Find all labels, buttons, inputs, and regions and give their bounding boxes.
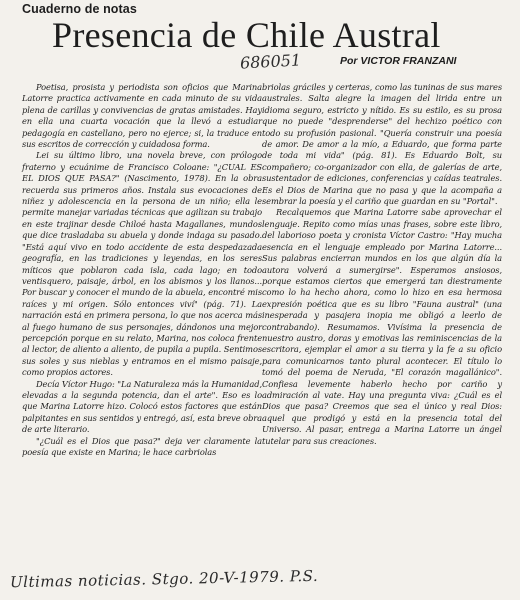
byline: Por VICTOR FRANZANI	[340, 55, 457, 67]
handwritten-footer-note: Ultimas noticias. Stgo. 20-V-1979. P.S.	[9, 566, 319, 592]
paragraph: briolas gráciles y certeras, como las tuninas de sus mares australes. Salta alegre la imagen del lirida entre un idioma seguro, estricto y nítido. Es su estilo, es su prosa que no puede "desprenderse" del hechizo poético con todo su profusión pasional. "Quería construir una poesía de amor. De amor a la mío, a Eduardo, que forma parte de toda mi vida" (pág. 81). Es Eduardo Bolt, su compañero; co-organizador con ella, de galerías de arte, sustentador de ediciones, conferencias y caídas teatrales. Es el Dios de Marina que no pasa y que la acompaña a sembrar la poesía y el cariño que guardan en su "Portal".	[262, 82, 502, 207]
left-column	[22, 82, 262, 458]
article-title: Presencia de Chile Austral	[52, 15, 441, 55]
paragraph: "¿Cuál es el Dios que pasa?" deja ver claramente la poesía que existe en Marina; le hace carbriolas	[22, 435, 262, 457]
paragraph: Lei su último libro, una novela breve, con prólogo fraterno y ecuánime de Francisco Coloane: "¿CUAL ES EL DIOS QUE PASA?" (Nascimento, 1978). En la obra recuerda sus primeros años. Instala sus evocaciones de niñez y adolescencia en la persona de un niño; ella le permite manejar variadas técnicas que agilizan su trabajo en este trajinar desde Chiloé hasta Magallanes, mundos que dice trasladaba su abuela y donde indaga su pasado. "Está aquí vivo en todo accidente de esta despedazada geografía, en las tradiciones y leyendas, en los seres míticos que poblaron cada isla, cada lago; en todo ventisquero, paisaje, árbol, en los abismos y los llanos... Por buscar y conocer el mundo de la abuela, encontré mis raíces y mi origen. Sólo entonces viví" (pág. 71). La narración está en primera persona, lo que nos acerca más al fuego humano de sus personajes, dándonos una mejor percepción porque en su relato, Marina, nos coloca frente al lector, de aliento a aliento, de pupila a pupila. Sentimos sus soles y sus nieblas y entramos en el mismo paisaje, como propios actores.	[22, 150, 262, 378]
paragraph: Decía Víctor Hugo: "La Naturaleza más la Humanidad, elevadas a la segunda potencia, dan el arte". Eso es lo que Marina Latorre hizo. Colocó estos factores que están palpitantes en sus sentidos y entregó, así, esta breve obra de arte literario.	[22, 378, 262, 435]
right-column	[262, 82, 502, 447]
section-label: Cuaderno de notas	[22, 2, 137, 16]
paragraph: Poetisa, prosista y periodista son oficios que Marina Latorre practica activamente en cada minuto de su vida plena de carillas y convivencias de gratas amistades. Hay en ella una cuarta vocación que la llevó a estudiar pedagogía en castellano, pero no ejerce; si, la traduce en sus escritos de corrección y cuidadosa forma.	[22, 82, 262, 150]
paragraph: Recalquemos que Marina Latorre sabe aprovechar el lenguaje. Repito como mías unas frases, sobre este libro, del laborioso poeta y cronista Víctor Castro: "Hay mucha esencia en el lenguaje empleado por Marina Latorre... Sus palabras encierran mundos en los que algún día la autora volverá a sumergirse". Esperamos ansiosos, porque estamos ciertos que emergerá tan diestramente como lo ha hecho ahora, como lo hizo en esa hermosa expresión poética que es su libro "Fauna austral" (una inesperada y pasajera inopia me obligó a leerlo de contrabando). Resumamos. Vivísima la presencia de nuestro austro, doras y emotivas las reminiscencias de la escritora, ejemplar el amor a su tierra y la fe a su oficio para comunicarnos tanto plural acontecer. El título lo tomó del poema de Neruda, "El corazón magallánico". Confiesa levemente haberlo hecho por cariño y admiración al vate. Hay una pregunta viva: ¿Cuál es el Dios que pasa? Creemos que sea el único y real Dios: aquel que prodigó y está en la presencia total del Universo. Al pasar, entrega a Marina Latorre un ángel tutelar para sus creaciones.	[262, 207, 502, 446]
handwritten-code: 686051	[239, 50, 302, 73]
